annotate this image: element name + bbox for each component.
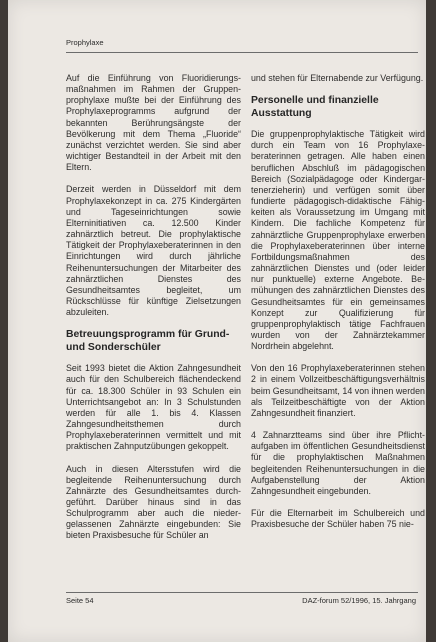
section-heading: Betreuungsprogramm für Grund- und Sonderschüler <box>66 329 230 353</box>
paragraph: 4 Zahnarztteams sind über ihre Pflichtaufgaben im öffentlichen Gesundheitsdienst für die prophylaktischen Maßnahmen begleitenden Reihenuntersuchungen in die Aufgabenstellung der Aktion Zahngesundheit eingebunden. <box>251 430 425 496</box>
header-rule <box>66 52 418 53</box>
paragraph: Auf die Einführung von Fluoridierungsmaßnahmen im Rahmen der Gruppenprophylaxe mußte bei der Einführung des Prophylaxeprogramms aufgrund der bekannten Berührungsängste der Bevölkerung mit dem Thema „Fluoride“ zunächst verzichtet werden. Sie sind aber wichtiger Bestandteil in der Arbeit mit den Eltern. <box>66 73 241 173</box>
paragraph: Auch in diesen Altersstufen wird die begleitende Reihenuntersuchung durch Zahnärzte des Gesundheitsamtes durchgeführt. Darüber hinaus sind in das Schulprogramm aber auch die niedergelassenen Zahnärzte eingebunden: Sie bieten Praxisbesuche für Schüler an <box>66 463 241 541</box>
document-page <box>8 0 426 642</box>
left-column <box>66 73 241 553</box>
page-number: Seite 54 <box>66 596 94 605</box>
paragraph: Für die Elternarbeit im Schulbereich und Praxisbesuche der Schüler haben 75 nie- <box>251 508 425 530</box>
footer-rule <box>66 592 418 593</box>
journal-info: DAZ-forum 52/1996, 15. Jahrgang <box>302 596 416 605</box>
paragraph: Die gruppenprophylaktische Tätigkeit wird durch ein Team von 16 Prophylaxeberaterinnen getragen. Alle haben einen beruflichen Abschluß im pädagogischen Bereich (Sozialpädagoge oder Kindergartenerzieherin) und verfügen somit über fundierte pädagogisch-didaktische Fähigkeiten als Voraussetzung im Umgang mit Kindern. Die fachliche Kompetenz für zahnärztliche Gruppenprophylaxe erwerben die Prophylaxeberaterinnen über interne Fortbildungsmaßnahmen des zahnärztlichen Dienstes und (oder leider nur punktuelle) externe Angebote. Bemühungen des zahnärztlichen Dienstes des Gesundheitsamtes für ein gemeinsames Konzept zur Qualifizierung für gruppenprophylaktisch tätige Fachfrauen wurden von der Zahnärztekammer Nordrhein abgelehnt. <box>251 129 425 352</box>
right-column <box>251 73 425 541</box>
paragraph: Seit 1993 bietet die Aktion Zahngesundheit auch für den Schulbereich flächendeckend für ca. 18.300 Schüler in 93 Schulen ein Unterrichtsangebot an: In 3 Schulstunden werden für alle 1. bis 4. Klassen Zahngesundheitsthemen durch Prophylaxeberaterinnen vermittelt und mit praktischen Zahnputzübungen gekoppelt. <box>66 363 241 452</box>
running-head: Prophylaxe <box>66 38 104 47</box>
paragraph: Derzeit werden in Düsseldorf mit dem Prophylaxekonzept in ca. 275 Kindergärten und Tageseinrichtungen sowie Elterninitiativen ca. 12.500 Kinder zahnärztlich betreut. Die prophylaktische Tätigkeit der Prophylaxeberaterinnen in den Einrichtungen wird durch jährliche Reihenuntersuchungen der Mitarbeiter des zahnärztlichen Dienstes des Gesundheitsamtes begleitet, um Rückschlüsse für künftige Zielsetzungen abzuleiten. <box>66 184 241 318</box>
paragraph: und stehen für Elternabende zur Verfügung. <box>251 73 424 83</box>
paragraph: Von den 16 Prophylaxeberaterinnen stehen 2 in einem Vollzeitbeschäftigungsverhältnis beim Gesundheitsamt, 14 von ihnen werden als Teilzeitbeschäftigte von der Aktion Zahngesundheit finanziert. <box>251 363 425 418</box>
section-heading: Personelle und finanzielle Ausstattung <box>251 95 379 119</box>
